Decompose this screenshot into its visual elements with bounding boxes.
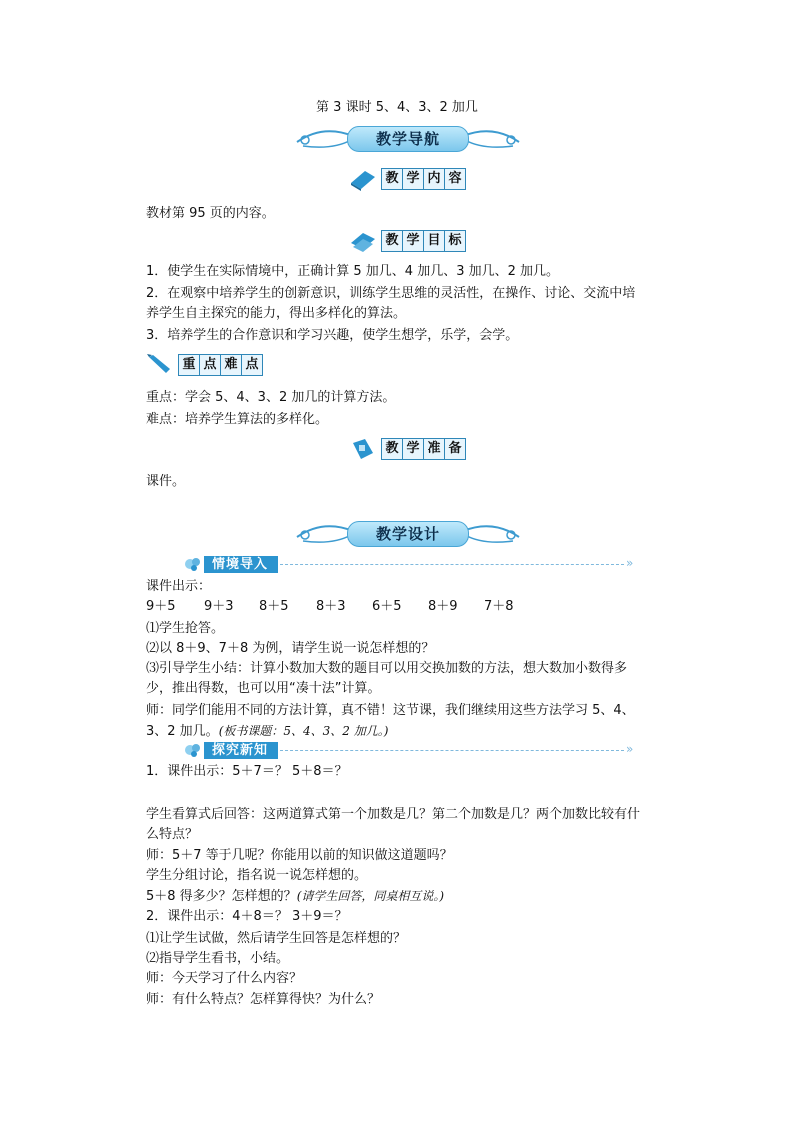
intro-line: 课件出示：	[146, 579, 212, 594]
intro-expr: 9＋5	[146, 599, 176, 614]
double-arrow-icon: »	[626, 742, 634, 756]
heading-char: 教	[382, 169, 403, 189]
heading-char: 备	[448, 441, 462, 456]
heading-char: 目	[424, 231, 445, 251]
explore-line: 师：5＋7 等于几呢？你能用以前的知识做这道题吗？	[146, 848, 453, 863]
prep-text: 课件。	[146, 474, 186, 489]
intro-line: ⑴学生抢答。	[146, 621, 225, 636]
tag-heading-explore	[182, 741, 642, 759]
key-point-line: 重点：学会 5、4、3、2 加几的计算方法。	[146, 390, 396, 405]
heading-char: 教	[382, 231, 403, 251]
intro-line: 少，推出得数，也可以用“凑十法”计算。	[146, 681, 381, 696]
section-heading-goals	[349, 230, 466, 252]
board-note: (板书课题：5、4、3、2 加几。)	[218, 724, 389, 738]
heading-char: 学	[403, 169, 424, 189]
intro-line: ⑵以 8＋9、7＋8 为例，请学生说一说怎样想的？	[146, 641, 435, 656]
lesson-title: 第 3 课时 5、4、3、2 加几	[316, 100, 478, 115]
goal-line: 1．使学生在实际情境中，正确计算 5 加几、4 加几、3 加几、2 加几。	[146, 264, 560, 279]
intro-line: ⑶引导学生小结：计算小数加大数的题目可以用交换加数的方法，想大数加小数得多	[146, 661, 628, 676]
intro-expr: 8＋3	[316, 599, 346, 614]
book-stack-icon	[349, 229, 377, 253]
goal-line: 养学生自主探究的能力，得出多样化的算法。	[146, 306, 407, 321]
explore-line: 学生分组讨论，指名说一说怎样想的。	[146, 868, 368, 883]
banner-teaching-design	[293, 515, 523, 551]
key-point-line: 难点：培养学生算法的多样化。	[146, 412, 329, 427]
flower-icon	[182, 741, 204, 759]
heading-char: 标	[448, 233, 462, 248]
heading-char: 内	[424, 169, 445, 189]
heading-char: 容	[448, 171, 462, 186]
explore-line: 师：有什么特点？怎样算得快？为什么？	[146, 992, 381, 1007]
heading-char: 难	[221, 355, 242, 375]
intro-line	[146, 722, 388, 741]
book-icon	[349, 167, 377, 191]
pencil-icon	[146, 353, 174, 377]
explore-line	[146, 887, 444, 906]
content-text: 教材第 95 页的内容。	[146, 206, 275, 221]
double-arrow-icon: »	[626, 556, 634, 570]
section-heading-key-points	[146, 354, 263, 376]
intro-text: 3、2 加几。	[146, 724, 219, 739]
heading-char: 点	[200, 355, 221, 375]
explore-line: ⑵指导学生看书，小结。	[146, 951, 290, 966]
heading-char: 点	[245, 357, 259, 372]
section-heading-content	[349, 168, 466, 190]
intro-expr: 8＋9	[428, 599, 458, 614]
tag-heading-intro	[182, 555, 642, 573]
intro-expr: 9＋3	[204, 599, 234, 614]
intro-line: 师：同学们能用不同的方法计算，真不错！这节课，我们继续用这些方法学习 5、4、	[146, 703, 635, 718]
explore-line: 么特点？	[146, 827, 199, 842]
explore-text: 5＋8 得多少？怎样想的？	[146, 889, 297, 904]
banner-teaching-nav	[293, 120, 523, 156]
heading-char: 教	[382, 439, 403, 459]
explore-line: 1．课件出示：5＋7＝？ 5＋8＝？	[146, 764, 348, 779]
explore-line: ⑴让学生试做，然后请学生回答是怎样想的？	[146, 931, 407, 946]
banner-label: 教学导航	[375, 130, 440, 148]
teacher-note: (请学生回答，同桌相互说。)	[296, 889, 445, 903]
intro-expr: 6＋5	[372, 599, 402, 614]
goal-line: 3．培养学生的合作意识和学习兴趣，使学生想学，乐学，会学。	[146, 328, 519, 343]
banner-label: 教学设计	[375, 525, 440, 543]
flower-icon	[182, 555, 204, 573]
tag-label: 探究新知	[212, 743, 269, 758]
explore-line: 2．课件出示：4＋8＝？ 3＋9＝？	[146, 909, 348, 924]
heading-char: 学	[403, 439, 424, 459]
explore-line: 学生看算式后回答：这两道算式第一个加数是几？第二个加数是几？两个加数比较有什	[146, 807, 641, 822]
goal-line: 2．在观察中培养学生的创新意识，训练学生思维的灵活性，在操作、讨论、交流中培	[146, 286, 636, 301]
tag-label: 情境导入	[212, 557, 269, 572]
heading-char: 学	[403, 231, 424, 251]
section-heading-preparation	[349, 438, 466, 460]
heading-char: 重	[179, 355, 200, 375]
heading-char: 准	[424, 439, 445, 459]
intro-expr: 8＋5	[259, 599, 289, 614]
intro-expr: 7＋8	[484, 599, 514, 614]
clipboard-icon	[349, 437, 377, 461]
explore-line: 师：今天学习了什么内容？	[146, 971, 303, 986]
